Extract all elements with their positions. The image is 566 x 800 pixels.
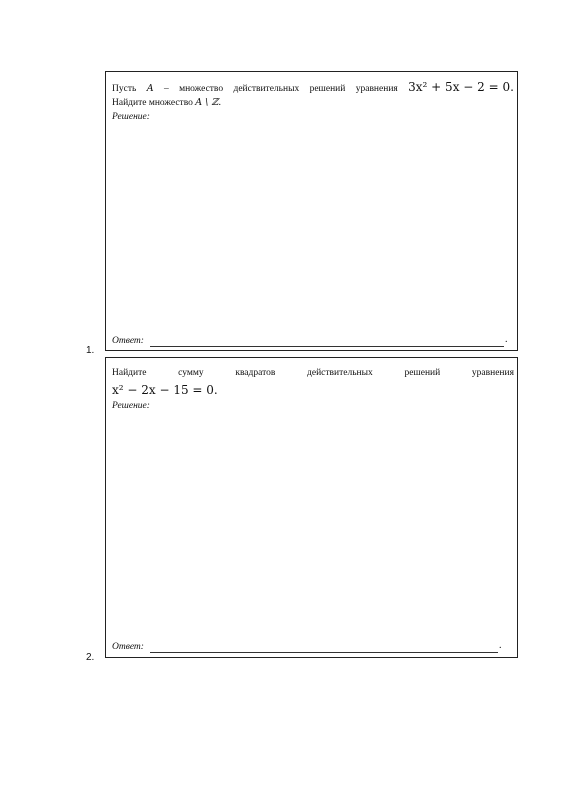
- equation: 3x² + 5x − 2 = 0.: [408, 80, 514, 94]
- answer-end-dot: .: [499, 640, 502, 651]
- word: решений: [309, 84, 346, 94]
- answer-label: Ответ:: [112, 336, 144, 346]
- word: уравнения: [355, 84, 398, 94]
- problem-2-statement-line-2: [112, 382, 218, 400]
- word: действительных: [307, 368, 373, 378]
- problem-2-box: [105, 357, 518, 658]
- answer-label: Ответ:: [112, 642, 144, 652]
- set-symbol: A: [146, 83, 154, 94]
- word: сумму: [178, 368, 204, 378]
- word: множество: [179, 84, 224, 94]
- task-text: Найдите множество: [112, 98, 193, 108]
- word: действительных: [233, 84, 300, 94]
- word: Найдите: [112, 368, 147, 378]
- solution-label: Решение:: [112, 112, 150, 122]
- word: Пусть: [112, 84, 137, 94]
- set-expression: A \ ℤ.: [195, 97, 222, 108]
- solution-label: Решение:: [112, 401, 150, 411]
- answer-end-dot: .: [505, 334, 508, 345]
- equation: x² − 2x − 15 = 0.: [112, 383, 218, 397]
- word: решений: [404, 368, 441, 378]
- problem-1-box: [105, 71, 518, 351]
- problem-1-number: 1.: [86, 345, 95, 356]
- word: –: [163, 84, 169, 94]
- word: уравнения: [471, 368, 514, 378]
- problem-2-statement-line-1: [112, 365, 514, 381]
- answer-input-line[interactable]: [150, 346, 504, 347]
- answer-input-line[interactable]: [150, 652, 498, 653]
- word: квадратов: [235, 368, 276, 378]
- problem-2-number: 2.: [86, 652, 95, 663]
- problem-1-statement-line-2: [112, 95, 221, 111]
